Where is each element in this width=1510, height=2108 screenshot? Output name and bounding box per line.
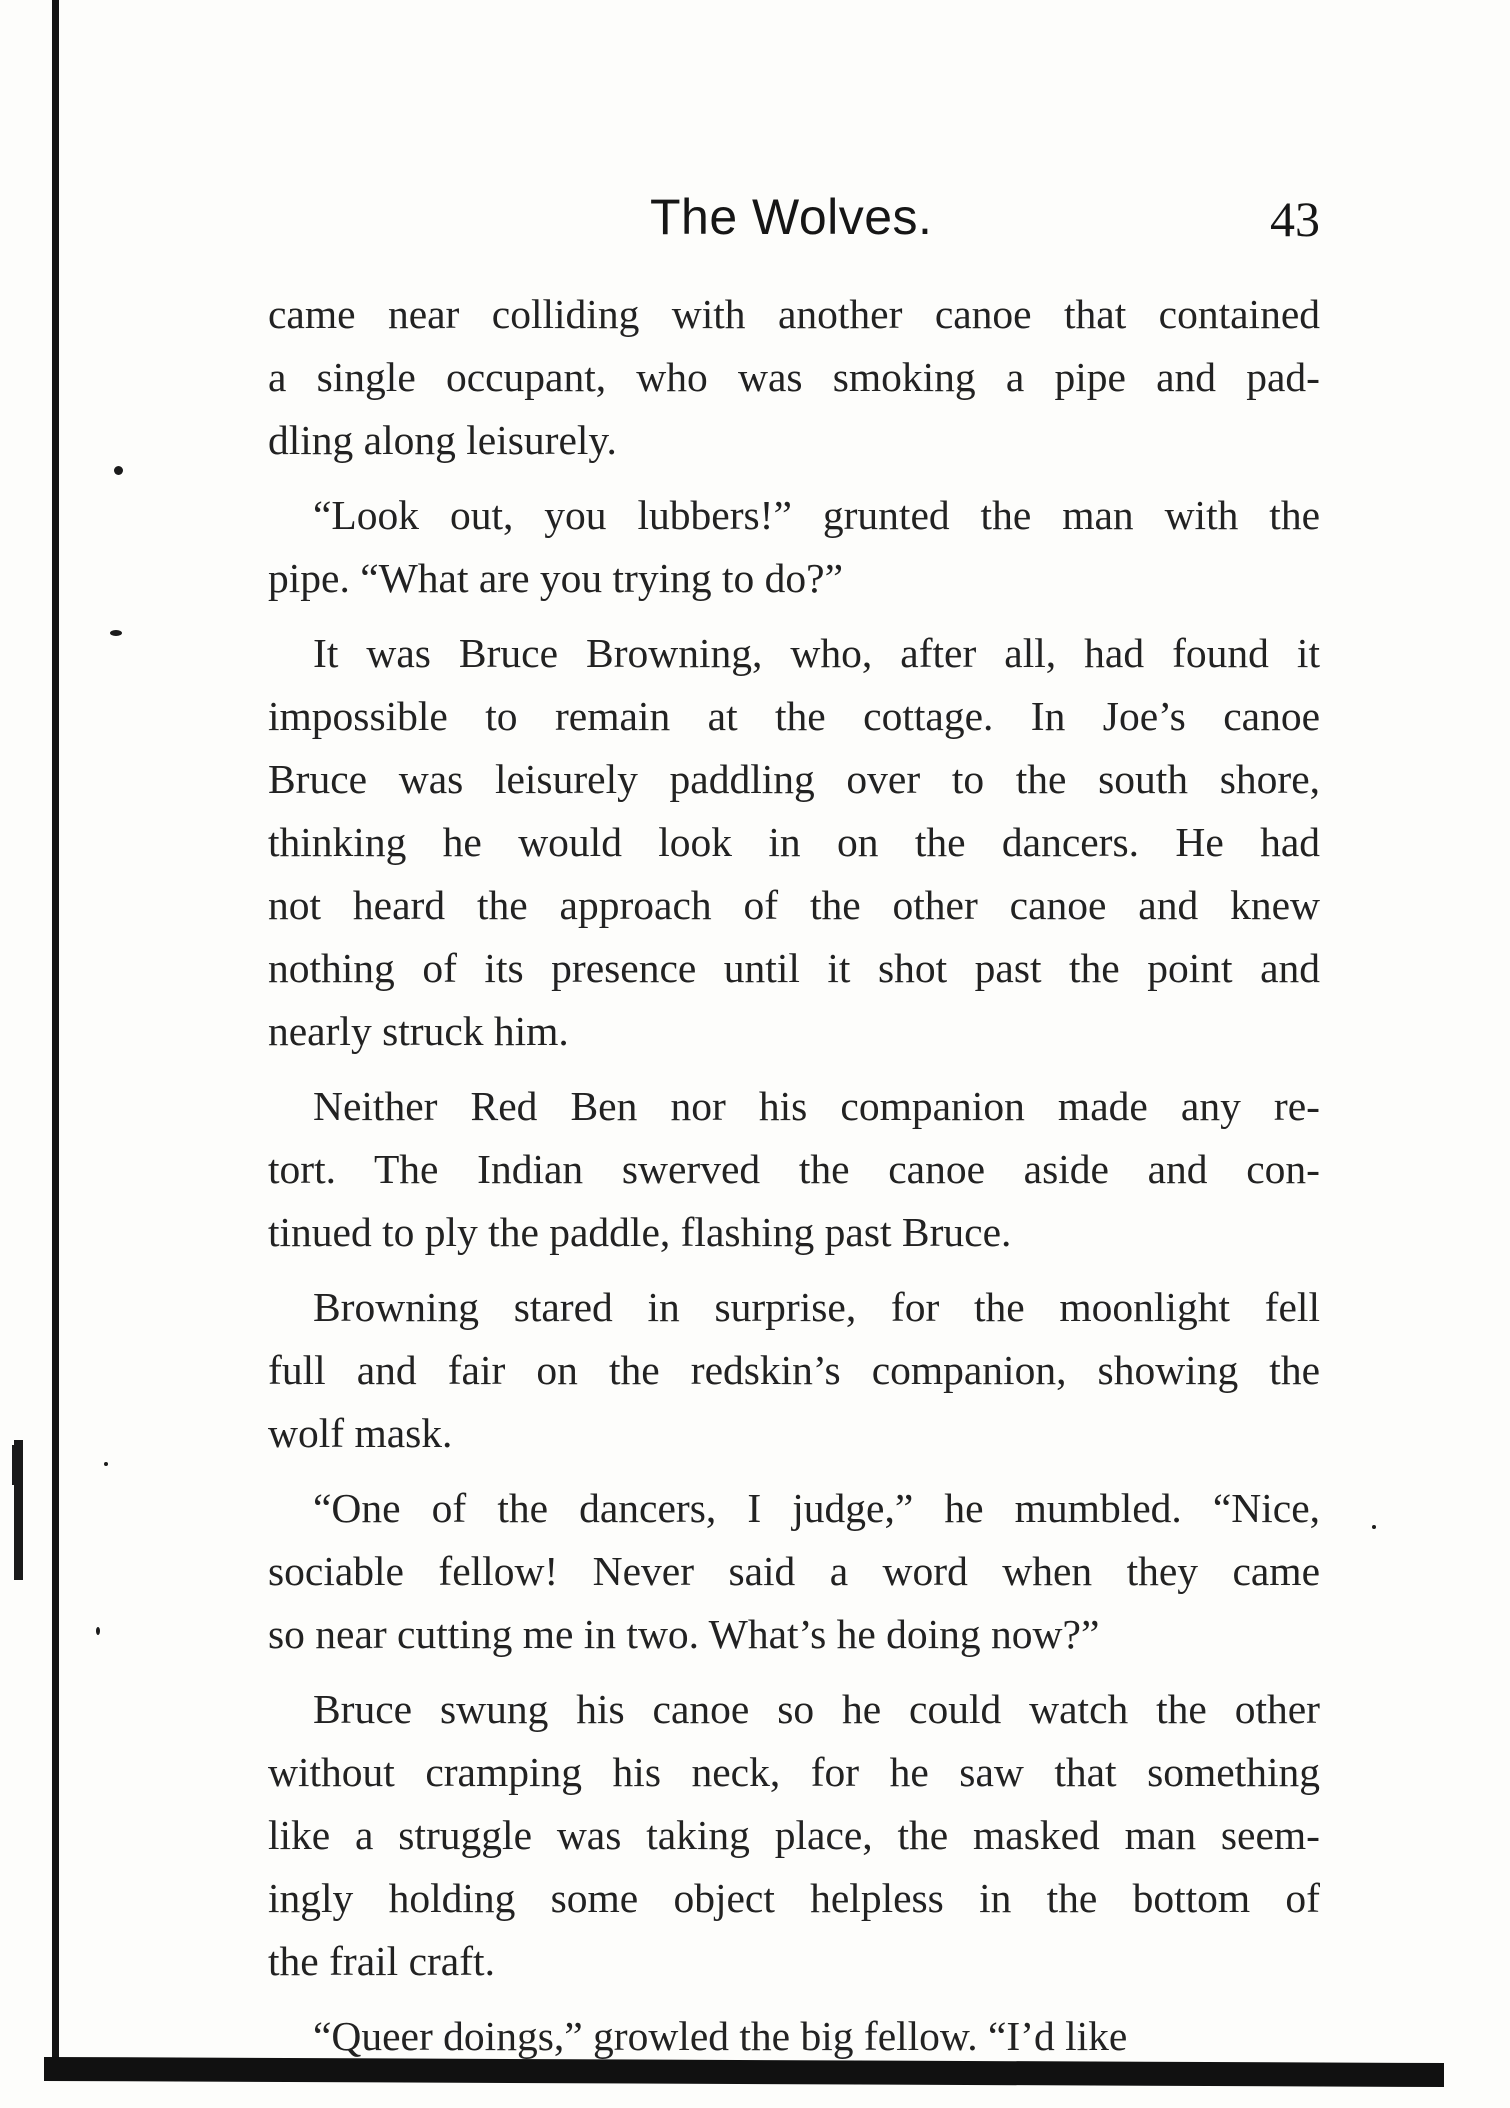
binding-edge-rule <box>52 0 59 2070</box>
text-line: thinking he would look in on the dancers. He had <box>268 819 1320 865</box>
text-line: “Look out, you lubbers!” grunted the man with the <box>313 492 1320 538</box>
text-line: came near colliding with another canoe that contained <box>268 291 1320 337</box>
paragraph <box>268 283 1320 472</box>
text-line: not heard the approach of the other canoe and knew <box>268 882 1320 928</box>
paragraph <box>268 622 1320 1063</box>
paragraph <box>268 1276 1320 1465</box>
text-line: pipe. “What are you trying to do?” <box>268 555 844 601</box>
text-line: dling along leisurely. <box>268 417 617 463</box>
text-line: Browning stared in surprise, for the moonlight fell <box>313 1284 1320 1330</box>
text-line: tinued to ply the paddle, flashing past Bruce. <box>268 1209 1012 1255</box>
text-line: the frail craft. <box>268 1938 495 1984</box>
bottom-edge-rule <box>44 2057 1444 2087</box>
text-line: It was Bruce Browning, who, after all, had found it <box>313 630 1320 676</box>
text-line: Neither Red Ben nor his companion made any re- <box>313 1083 1320 1129</box>
running-title: The Wolves. <box>650 189 933 245</box>
ink-speck <box>96 1627 100 1635</box>
text-line: ingly holding some object helpless in the bottom of <box>268 1875 1320 1921</box>
text-line: “One of the dancers, I judge,” he mumbled. “Nice, <box>313 1485 1320 1531</box>
text-line: nearly struck him. <box>268 1008 569 1054</box>
paragraph <box>268 1477 1320 1666</box>
text-line: impossible to remain at the cottage. In Joe’s canoe <box>268 693 1320 739</box>
text-line: nothing of its presence until it shot past the point and <box>268 945 1320 991</box>
ink-speck <box>104 1462 108 1466</box>
text-line: “Queer doings,” growled the big fellow. “I’d like <box>313 2013 1128 2059</box>
paragraph <box>268 484 1320 610</box>
text-line: so near cutting me in two. What’s he doing now?” <box>268 1611 1100 1657</box>
text-line: full and fair on the redskin’s companion, showing the <box>268 1347 1320 1393</box>
scan-edge-mark <box>12 1445 15 1485</box>
text-line: Bruce swung his canoe so he could watch the other <box>313 1686 1320 1732</box>
text-line: sociable fellow! Never said a word when they came <box>268 1548 1320 1594</box>
text-line: without cramping his neck, for he saw that something <box>268 1749 1320 1795</box>
text-line: Bruce was leisurely paddling over to the south shore, <box>268 756 1320 802</box>
text-line: a single occupant, who was smoking a pipe and pad- <box>268 354 1320 400</box>
page-number: 43 <box>1270 191 1320 247</box>
ink-speck <box>114 466 123 475</box>
text-line: tort. The Indian swerved the canoe aside and con- <box>268 1146 1320 1192</box>
running-head <box>268 188 1320 258</box>
text-line: like a struggle was taking place, the masked man seem- <box>268 1812 1320 1858</box>
ink-speck <box>1372 1525 1376 1529</box>
paragraph <box>268 1075 1320 1264</box>
scan-edge-mark <box>14 1440 23 1580</box>
body-text <box>268 283 1320 2080</box>
text-line: wolf mask. <box>268 1410 453 1456</box>
ink-speck <box>110 630 122 636</box>
paragraph <box>268 1678 1320 1993</box>
